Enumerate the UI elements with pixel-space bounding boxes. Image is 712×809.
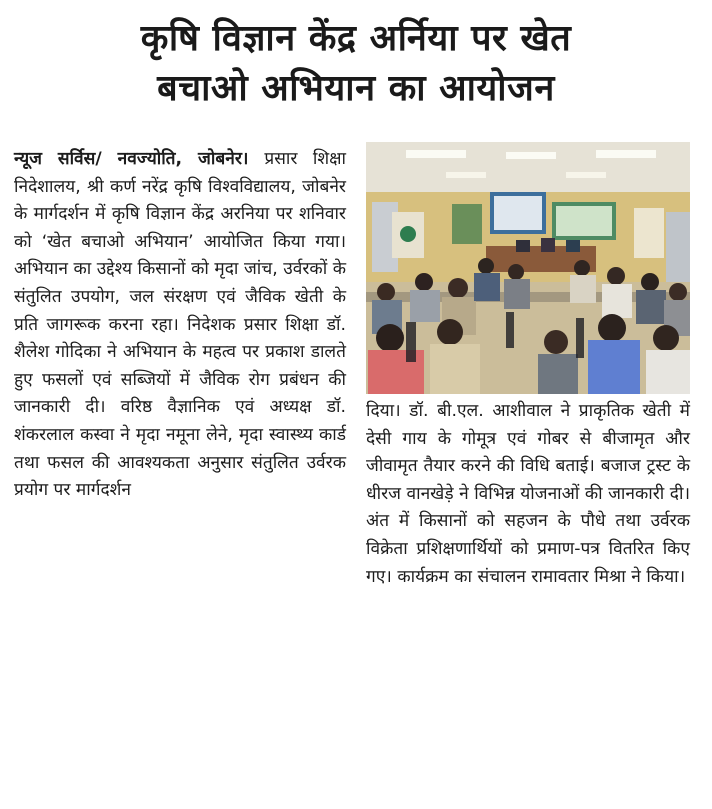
article-column-left	[14, 146, 346, 505]
seminar-hall-photo	[366, 142, 690, 394]
article-body-left: प्रसार शिक्षा निदेशालय, श्री कर्ण नरेंद्र कृषि विश्वविद्यालय, जोबनेर के मार्गदर्शन में कृषि विज्ञान केंद्र अरनिया पर शनिवार को ‘खेत बचाओ अभियान’ आयोजित किया गया। अभियान का उद्देश्य किसानों को मृदा जांच, उर्वरकों के संतुलित उपयोग, जल संरक्षण एवं जैविक खेती के प्रति जागरूक करना रहा। निदेशक प्रसार शिक्षा डॉ. शैलेश गोदिका ने अभियान के महत्व पर प्रकाश डालते हुए फसलों एवं सब्जियों में जैविक रोग प्रबंधन की जानकारी दी। वरिष्ठ वैज्ञानिक एवं अध्यक्ष डॉ. शंकरलाल कस्वा ने मृदा नमूना लेने, मृदा स्वास्थ्य कार्ड तथा फसल की आवश्यकता अनुसार संतुलित उर्वरक प्रयोग पर मार्गदर्शन	[14, 149, 346, 501]
dateline: न्यूज सर्विस/ नवज्योति, जोबनेर।	[14, 149, 265, 169]
headline-line-2: बचाओ अभियान का आयोजन	[157, 68, 555, 109]
event-photo	[366, 142, 690, 394]
headline	[0, 14, 712, 114]
headline-line-1: कृषि विज्ञान केंद्र अर्निया पर खेत	[140, 18, 572, 59]
article-column-right: दिया। डॉ. बी.एल. आशीवाल ने प्राकृतिक खेती में देसी गाय के गोमूत्र एवं गोबर से बीजामृत और जीवामृत तैयार करने की विधि बताई। बजाज ट्रस्ट के धीरज वानखेड़े ने विभिन्न योजनाओं की जानकारी दी। अंत में किसानों को सहजन के पौधे तथा उर्वरक विक्रेता प्रशिक्षणार्थियों को प्रमाण-पत्र वितरित किए गए। कार्यक्रम का संचालन रामावतार मिश्रा ने किया।	[366, 401, 690, 587]
